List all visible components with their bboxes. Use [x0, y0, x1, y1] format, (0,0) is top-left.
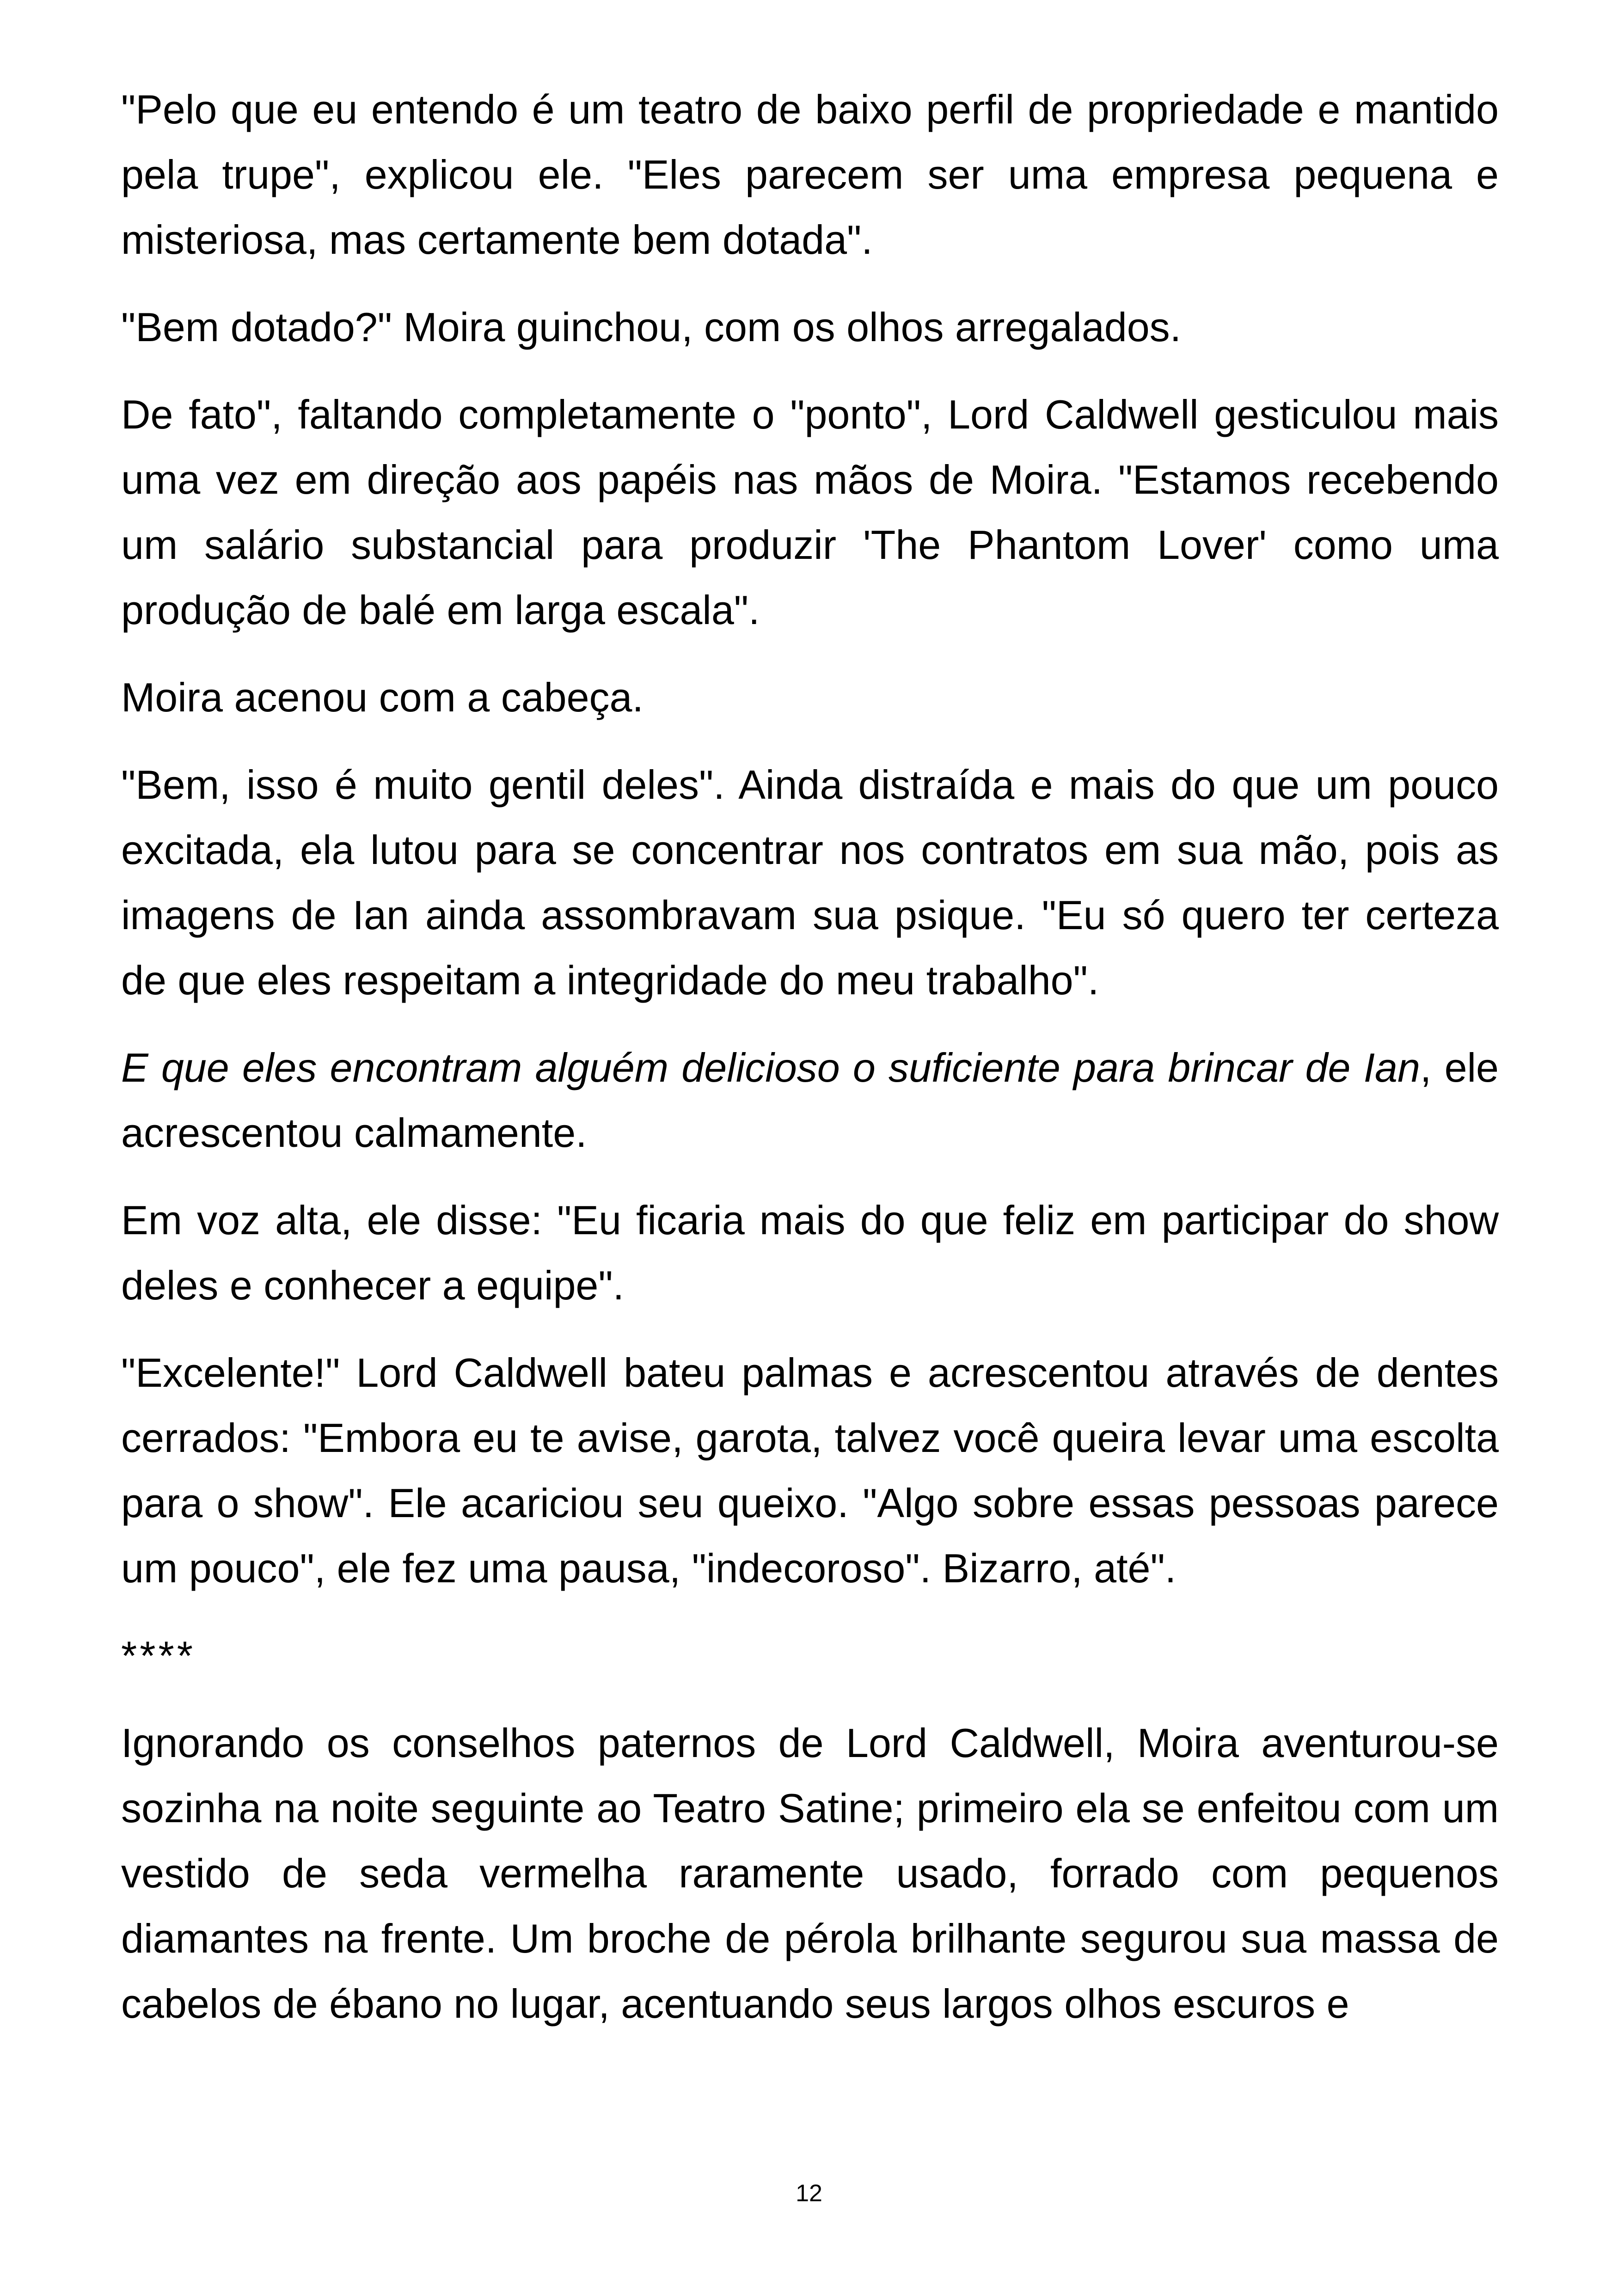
paragraph-7: Em voz alta, ele disse: "Eu ficaria mais do que feliz em participar do show deles e conhecer a equipe".: [121, 1197, 1499, 1308]
paragraph-4: Moira acenou com a cabeça.: [121, 674, 644, 720]
paragraph-1: "Pelo que eu entendo é um teatro de baixo perfil de propriedade e mantido pela trupe", explicou ele. "Eles parecem ser uma empresa pequena e misteriosa, mas certamente bem dotada".: [121, 86, 1499, 263]
scene-break: ****: [121, 1633, 196, 1678]
page-number: 12: [796, 2180, 822, 2207]
italic-thought: E que eles encontram alguém delicioso o suficiente para brincar de Ian: [121, 1045, 1420, 1090]
paragraph-2: "Bem dotado?" Moira guinchou, com os olhos arregalados.: [121, 304, 1182, 350]
paragraph-5: "Bem, isso é muito gentil deles". Ainda distraída e mais do que um pouco excitada, ela lutou para se concentrar nos contratos em sua mão, pois as imagens de Ian ainda assombravam sua psique. "Eu só quero ter certeza de que eles respeitam a integridade do meu trabalho".: [121, 762, 1499, 1003]
paragraph-6-rest: , ele acrescentou calmamente.: [121, 1045, 1499, 1156]
paragraph-3: De fato", faltando completamente o "ponto", Lord Caldwell gesticulou mais uma vez em direção aos papéis nas mãos de Moira. "Estamos recebendo um salário substancial para produzir 'The Phantom Lover' como uma produção de balé em larga escala".: [121, 392, 1499, 633]
paragraph-6: [121, 1035, 1499, 1165]
paragraph-9: Ignorando os conselhos paternos de Lord Caldwell, Moira aventurou-se sozinha na noite seguinte ao Teatro Satine; primeiro ela se enfeitou com um vestido de seda vermelha raramente usado, forrado com pequenos diamantes na frente. Um broche de pérola brilhante segurou sua massa de cabelos de ébano no lugar, acentuando seus largos olhos escuros e: [121, 1720, 1499, 2027]
paragraph-8: "Excelente!" Lord Caldwell bateu palmas e acrescentou através de dentes cerrados: "Embora eu te avise, garota, talvez você queira levar uma escolta para o show". Ele acariciou seu queixo. "Algo sobre essas pessoas parece um pouco", ele fez uma pausa, "indecoroso". Bizarro, até".: [121, 1350, 1499, 1591]
body-text: [121, 77, 1499, 2058]
